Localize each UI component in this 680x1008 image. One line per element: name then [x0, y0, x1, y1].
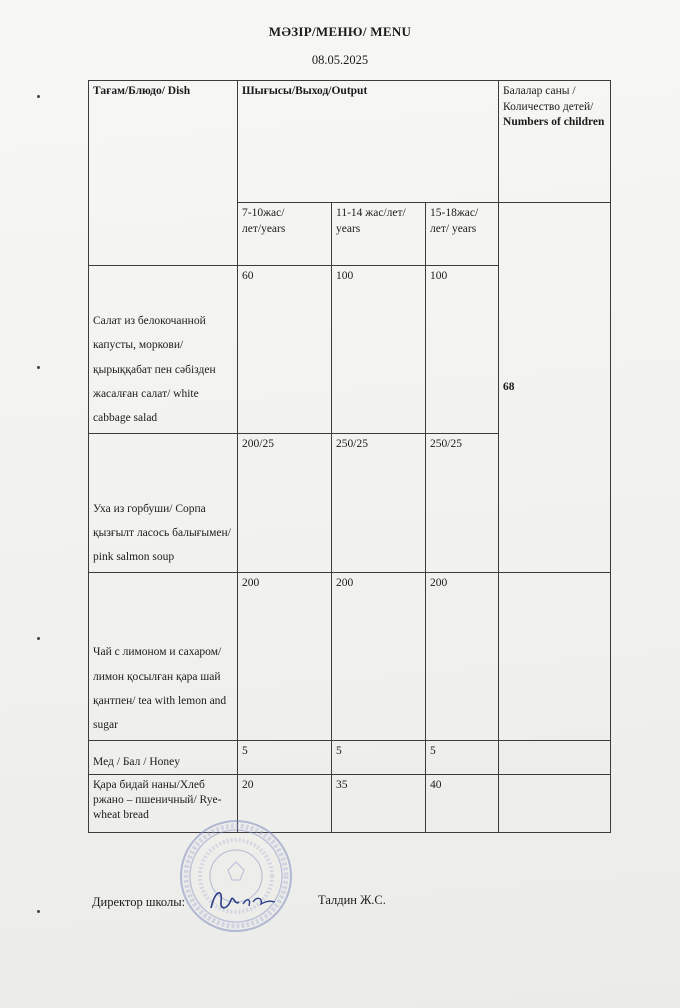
margin-dot [37, 637, 40, 640]
menu-title: МӘЗІР/МЕНЮ/ MENU [268, 24, 412, 39]
empty-cell [499, 741, 611, 775]
header-children [499, 81, 611, 203]
header-output: Шығысы/Выход/Output [238, 81, 499, 203]
children-count: 68 [499, 203, 611, 573]
header-children-en: Numbers of children [503, 116, 605, 129]
portion-11-14: 35 [332, 775, 426, 833]
portion-15-18: 100 [426, 266, 499, 434]
dish-name: Қара бидай наны/Хлеб ржано – пшеничный/ Rye-wheat bread [89, 775, 238, 833]
portion-15-18: 250/25 [426, 434, 499, 573]
header-children-ru: Балалар саны /Количество детей/ [503, 85, 594, 113]
portion-15-18: 40 [426, 775, 499, 833]
portion-7-10: 200/25 [238, 434, 332, 573]
menu-table [88, 80, 611, 833]
age-group-11-14: 11-14 жас/лет/ years [332, 203, 426, 266]
margin-dot [37, 910, 40, 913]
portion-11-14: 250/25 [332, 434, 426, 573]
age-group-7-10: 7-10жас/лет/years [238, 203, 332, 266]
dish-name: Уха из горбуши/ Сорпа қызғылт ласось балығымен/ pink salmon soup [89, 434, 238, 573]
director-signature [205, 880, 285, 920]
age-group-15-18: 15-18жас/лет/ years [426, 203, 499, 266]
portion-7-10: 20 [238, 775, 332, 833]
header-dish: Тағам/Блюдо/ Dish [89, 81, 238, 266]
dish-name: Мед / Бал / Honey [89, 741, 238, 775]
director-label: Директор школы: [92, 895, 186, 909]
table-row [89, 573, 611, 741]
empty-cell [499, 573, 611, 741]
margin-dot [37, 95, 40, 98]
portion-11-14: 200 [332, 573, 426, 741]
menu-date: 08.05.2025 [311, 53, 369, 67]
portion-7-10: 5 [238, 741, 332, 775]
dish-name: Чай с лимоном и сахаром/ лимон қосылған қара шай қантпен/ tea with lemon and sugar [89, 573, 238, 741]
portion-7-10: 200 [238, 573, 332, 741]
portion-15-18: 200 [426, 573, 499, 741]
director-name: Талдин Ж.С. [318, 893, 386, 907]
dish-name: Салат из белокочанной капусты, моркови/ қырыққабат пен сәбізден жасалған салат/ white cabbage salad [89, 266, 238, 434]
empty-cell [499, 775, 611, 833]
portion-11-14: 100 [332, 266, 426, 434]
margin-dot [37, 366, 40, 369]
portion-11-14: 5 [332, 741, 426, 775]
table-row [89, 775, 611, 833]
portion-15-18: 5 [426, 741, 499, 775]
portion-7-10: 60 [238, 266, 332, 434]
table-row [89, 741, 611, 775]
